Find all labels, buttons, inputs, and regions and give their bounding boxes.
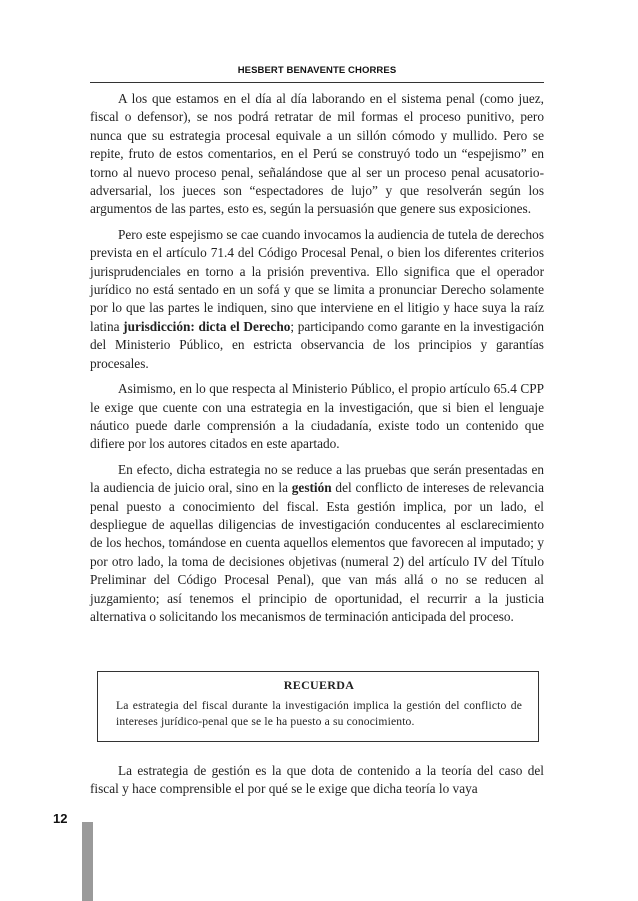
paragraph-5: La estrategia de gestión es la que dota de contenido a la teoría del caso del fiscal y hace comprensible el por qué se le exige que dicha teoría lo vaya (90, 763, 544, 797)
header-rule (90, 82, 544, 83)
paragraph-4 (90, 461, 544, 627)
body-text-continued (90, 762, 544, 799)
paragraph-4-text-a: En efecto, dicha estrategia no se reduce a las pruebas que serán presentadas en la audiencia de juicio oral, sino en la (90, 461, 544, 496)
recuerda-callout-box (97, 671, 539, 742)
paragraph-3: Asimismo, en lo que respecta al Ministerio Público, el propio artículo 65.4 CPP le exige que cuente con una estrategia en la investigación, que si bien el lenguaje náutico puede darle comprensión a la ciudadanía, existe todo un contenido que difiere por los autores citados en este apartado. (90, 381, 544, 452)
callout-text: La estrategia del fiscal durante la investigación implica la gestión del conflicto de intereses jurídico-penal que se le ha puesto a su conocimiento. (116, 699, 522, 728)
paragraph-2-text-b: ; participando como garante en la investigación del Ministerio Público, en estricta observancia de los principios y garantías procesales. (90, 318, 545, 371)
paragraph-4-emphasis: gestión (291, 480, 332, 496)
paragraph-1: A los que estamos en el día al día laborando en el sistema penal (como juez, fiscal o defensor), se nos podrá retratar de mil formas el proceso punitivo, pero nunca que su estrategia procesal equivale a un sillón cómodo y mullido. Pero se repite, fruto de estos comentarios, en el Perú se construyó todo un “espejismo” en torno al nuevo proceso penal, señalándose que al ser un proceso penal acusatorio-adversarial, los jueces son “espectadores de lujo” y que resolverán según los argumentos de las partes, esto es, según la persuasión que genere sus exposiciones. (90, 91, 544, 217)
callout-title: RECUERDA (283, 678, 355, 692)
paragraph-2-text-a: Pero este espejismo se cae cuando invocamos la audiencia de tutela de derechos prevista en el artículo 71.4 del Código Procesal Penal, o bien los diferentes criterios jurisprudenciales en torno a la prisión preventiva. Ello significa que el operador jurídico no está sentado en un sofá y que se limita a pronunciar Derecho solamente por lo que las partes le indiquen, sino que interviene en el litigio y hace suya la raíz latina (90, 226, 544, 334)
paragraph-4-text-b: del conflicto de intereses de relevancia penal puesto a conocimiento del fiscal. Esta gestión implica, por un lado, el despliegue de aquellas diligencias de investigación conducentes al esclarecimiento de los hechos, tomándose en cuenta aquellos elementos que favorecen al imputado; y por otro lado, la toma de decisiones objetivas (numeral 2) del artículo IV del Título Preliminar del Código Procesal Penal), que van más allá o no se reducen al juzgamiento; así tenemos el principio de oportunidad, el recurrir a la justicia alternativa o solicitando los mecanismos de terminación anticipada del proceso. (90, 480, 544, 624)
margin-bar (82, 822, 93, 901)
body-text (90, 90, 544, 633)
paragraph-2-emphasis: jurisdicción: dicta el Derecho (123, 318, 291, 334)
running-header: HESBERT BENAVENTE CHORRES (237, 65, 397, 76)
page-number: 12 (53, 811, 68, 826)
paragraph-2 (90, 226, 544, 373)
